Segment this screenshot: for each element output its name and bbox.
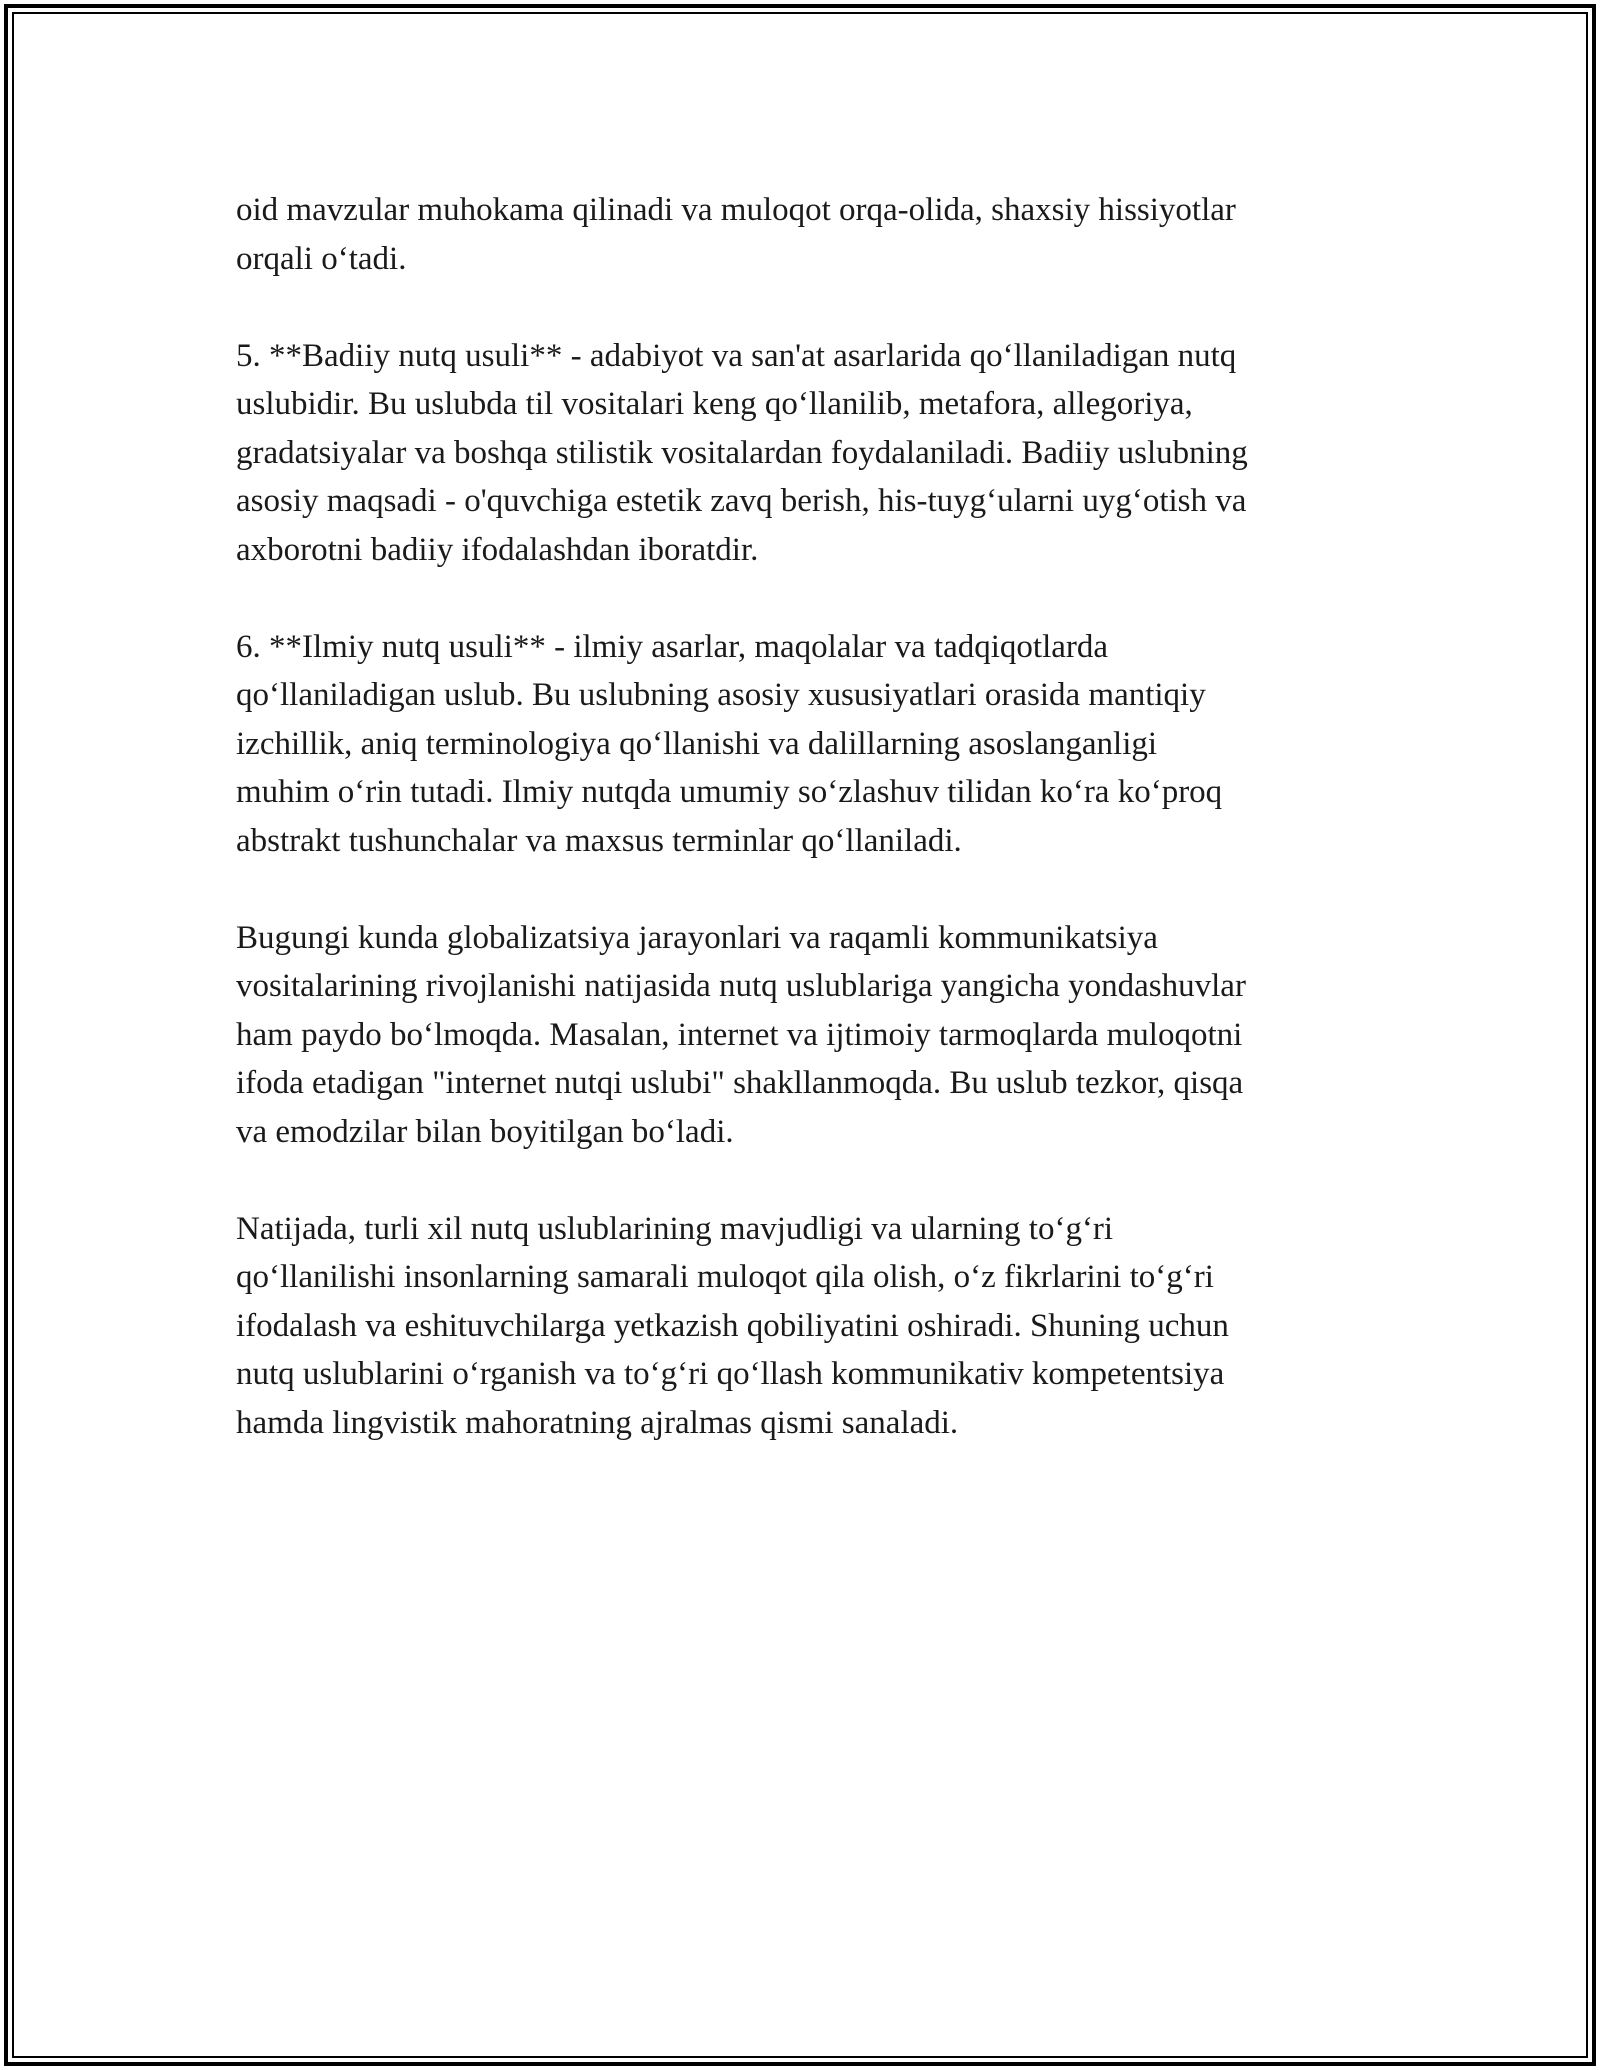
- paragraph-natijada: Natijada, turli xil nutq uslublarining mavjudligi va ularning to‘g‘ri qo‘llanilishi insonlarning samarali muloqot qila olish, o‘z fikrlarini to‘g‘ri ifodalash va eshituvchilarga yetkazish qobiliyatini oshiradi. Shuning uchun nutq uslublarini o‘rganish va to‘g‘ri qo‘llash kommunikativ kompetentsiya hamda lingvistik mahoratning ajralmas qismi sanaladi.: [236, 1210, 1229, 1441]
- document-body: [236, 186, 1366, 1496]
- paragraph-badiiy-nutq: 5. **Badiiy nutq usuli** - adabiyot va san'at asarlarida qo‘llaniladigan nutq uslubidir. Bu uslubda til vositalari keng qo‘llanilib, metafora, allegoriya, gradatsiyalar va boshqa stilistik vositalardan foydalaniladi. Badiiy uslubning asosiy maqsadi - o'quvchiga estetik zavq berish, his-tuyg‘ularni uyg‘otish va axborotni badiiy ifodalashdan iboratdir.: [236, 337, 1248, 568]
- paragraph-continuation: oid mavzular muhokama qilinadi va muloqot orqa-olida, shaxsiy hissiyotlar orqali o‘tadi.: [236, 192, 1236, 277]
- paragraph-internet-nutqi: Bugungi kunda globalizatsiya jarayonlari va raqamli kommunikatsiya vositalarining rivojlanishi natijasida nutq uslublariga yangicha yondashuvlar ham paydo bo‘lmoqda. Masalan, internet va ijtimoiy tarmoqlarda muloqotni ifoda etadigan "internet nutqi uslubi" shakllanmoqda. Bu uslub tezkor, qisqa va emodzilar bilan boyitilgan bo‘ladi.: [236, 919, 1246, 1150]
- paragraph-ilmiy-nutq: 6. **Ilmiy nutq usuli** - ilmiy asarlar, maqolalar va tadqiqotlarda qo‘llaniladigan uslub. Bu uslubning asosiy xususiyatlari orasida mantiqiy izchillik, aniq terminologiya qo‘llanishi va dalillarning asoslanganligi muhim o‘rin tutadi. Ilmiy nutqda umumiy so‘zlashuv tilidan ko‘ra ko‘proq abstrakt tushunchalar va maxsus terminlar qo‘llaniladi.: [236, 628, 1223, 859]
